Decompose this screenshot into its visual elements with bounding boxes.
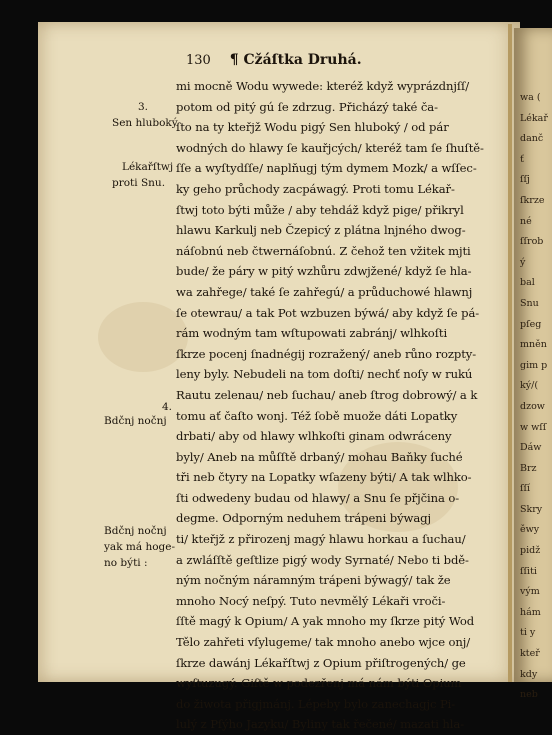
text-line: wyſtuzugý. Giſtě w podezřenj má nám býti Opium [176, 676, 462, 691]
right-page-fragment: ký/( [520, 380, 539, 392]
text-line: rám wodným tam wſtupowati zabránj/ wlhkoſti [176, 326, 448, 341]
text-line: ſti odwedeny budau od hlawy/ a Snu ſe přjčina o- [176, 490, 460, 505]
text-line: ſſe a wyſtydſſe/ naplňugj tým dymem Mozk/ a wſſec- [176, 161, 477, 176]
text-line: drbati/ aby od hlawy wlhkoſti ginam odwráceny [176, 429, 452, 444]
right-page-fragment: Snu [520, 297, 539, 309]
text-line: bude/ že páry w pitý wzhůru zdwjžené/ když ſe hla- [176, 264, 472, 279]
margin-note-number: 4. [162, 401, 173, 413]
margin-note: Sen hluboký [112, 117, 178, 129]
right-page-fragment: ſkrze [520, 194, 545, 206]
text-line: leny byly. Nebudeli na tom doſti/ nechť noſy w rukú [176, 367, 473, 382]
margin-note: yak má hoge- [104, 541, 176, 553]
text-line: potom od pitý gú ſe zdrzug. Přicházý také ča- [176, 99, 438, 114]
right-page-fragment: danč [520, 133, 544, 145]
right-page-fragment: ſſrob [520, 236, 544, 248]
chapter-title: ¶ Cžáſtka Druhá. [229, 52, 362, 68]
text-line: lulý z Pſýho Jazyku/ Byliny tak řečené/ mazati hla- [176, 717, 465, 732]
right-page-fragment: pſeg [520, 318, 542, 330]
text-line: mnoho Nocý neſpý. Tuto nevmělý Lékaři vroči- [176, 593, 446, 608]
text-line: byly/ Aneb na můſſtě drbaný/ mohau Baňky ſuché [176, 449, 463, 464]
page-number: 130 [186, 53, 211, 68]
right-page-fragment: kdy [520, 668, 538, 680]
right-page-fragment: neb [520, 689, 538, 701]
right-page-fragment: mněn [520, 339, 547, 351]
right-page-fragment: Lékař [520, 112, 548, 124]
text-line: ſkrze pocenj ſnadnégij rozražený/ aneb růno rozpty- [176, 346, 477, 361]
right-page-fragment: vým [520, 586, 540, 598]
text-line: ti/ kteřjž z přirozenj magý hlawu horkau a ſuchau/ [176, 532, 466, 547]
paper-stain [98, 302, 188, 372]
right-page-fragment: pidž [520, 545, 541, 557]
margin-note: Bdčnj nočnj [104, 415, 167, 427]
right-page-fragment: w wſſ [520, 421, 547, 433]
text-line: mi mocně Wodu wywede: kteréž když wyprázdnjſſ/ [176, 79, 470, 93]
margin-note: no býti : [104, 557, 148, 569]
text-line: ſkrze dawánj Lékařſtwj z Opium přiſtrogených/ ge [176, 655, 466, 670]
right-page-fragment: né [520, 215, 532, 227]
text-line: wodných do hlawy ſe kauřjcých/ kteréž tam ſe ſhuſtě- [176, 140, 484, 155]
right-page-fragment: Skry [520, 503, 543, 515]
page-header [186, 52, 362, 68]
right-page-fragment: Dáw [520, 442, 542, 454]
right-page-fragment: ť [520, 153, 524, 165]
text-line: wa zahřege/ také ſe zahřegú/ a průduchowé hlawnj [176, 284, 473, 299]
text-line: náſobnú neb čtwernáſobnú. Z čehož ten vžitek mjti [176, 243, 471, 258]
margin-note: Bdčnj nočnj [104, 525, 167, 537]
text-line: ky geho průchody zacpáwagý. Proti tomu Lékař- [176, 181, 455, 196]
right-page-fragment: ěwy [520, 524, 540, 536]
text-line: tři neb čtyry na Lopatky wſazeny býti/ A tak wlhko- [176, 470, 472, 485]
text-line: ným nočným náramným trápeni býwagý/ tak že [176, 573, 451, 588]
text-line: ſto na ty kteřjž Wodu pigý Sen hluboký / od pár [176, 120, 449, 135]
right-page-fragment: bal [520, 277, 535, 289]
margin-note: Lékařſtwj [122, 161, 174, 173]
right-page-fragment: kteř [520, 648, 540, 660]
right-page-text [514, 28, 552, 706]
main-text-block [176, 76, 494, 735]
right-page-fragment: wa ( [520, 92, 541, 103]
book-page-right [514, 28, 552, 701]
text-line: hlawu Karkulj neb Čzepicý z plátna lnjného dwog- [176, 223, 466, 238]
right-page-fragment: ý [520, 256, 526, 268]
page-edge [508, 24, 512, 682]
text-line: a zwláſſtě geſtlize pigý wody Syrnaté/ Nebo ti bdě- [176, 552, 469, 567]
text-line: ſtwj toto býti může / aby tehdáž když pige/ přikryl [176, 202, 464, 217]
right-page-fragment: ſſj [520, 174, 530, 186]
right-page-fragment: ſſiti [520, 565, 537, 577]
text-line: do žiwota přigjmánj. Lépeby bylo zanechagjc Pi- [176, 696, 456, 711]
right-page-fragment: ti y [520, 627, 536, 639]
text-line: tomu ať čaſto wonj. Též ſobě muože dáti Lopatky [176, 408, 458, 423]
text-line: Rautu zelenau/ neb ſuchau/ aneb ſtrog dobrowý/ a k [176, 387, 478, 402]
text-line: degme. Odporným neduhem trápeni býwagj [176, 511, 431, 526]
text-line: Tělo zahřeti vſylugeme/ tak mnoho anebo wjce onj/ [176, 635, 471, 650]
margin-note-number: 3. [138, 101, 149, 113]
right-page-fragment: hám [520, 606, 541, 618]
text-line: ſſtě magý k Opium/ A yak mnoho my ſkrze pitý Wod [176, 614, 475, 629]
right-page-fragment: dzow [520, 400, 545, 412]
right-page-fragment: Brz [520, 462, 537, 474]
right-page-fragment: gim p [520, 359, 548, 371]
margin-note: proti Snu. [112, 177, 166, 189]
text-line: ſe otewrau/ a tak Pot wzbuzen býwá/ aby když ſe pá- [176, 305, 480, 320]
right-page-fragment: ſſí [520, 483, 531, 495]
